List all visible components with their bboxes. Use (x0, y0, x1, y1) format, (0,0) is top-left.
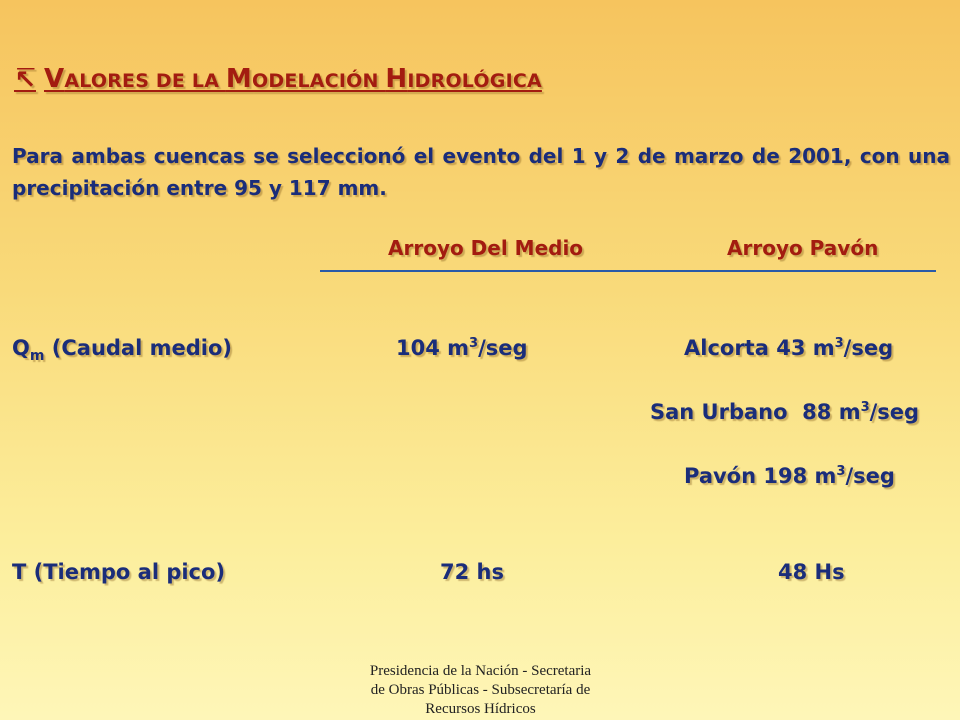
value-qm-alcorta-sup: 3 (834, 336, 844, 351)
value-qm-alcorta (684, 336, 893, 360)
value-tp-arroyo-pavon: 48 Hs (778, 560, 845, 584)
label-q: Q (12, 336, 30, 360)
value-qm-san-urbano (650, 400, 919, 424)
value-qm-alcorta-unit: /seg (843, 336, 894, 360)
slide-title (14, 64, 542, 94)
arrow-up-left-icon: ↸ (14, 64, 36, 94)
value-qm-pavon-unit: /seg (845, 464, 895, 488)
title-rest-2: ODELACIÓN (252, 70, 386, 92)
value-qm-arroyo-del-medio (396, 336, 528, 360)
col-header-arroyo-del-medio: Arroyo Del Medio (388, 236, 584, 260)
value-qm-medio-sup: 3 (469, 336, 479, 351)
value-qm-medio-num: 104 m (396, 336, 470, 360)
title-initial-3: H (385, 64, 408, 94)
footer-credit (318, 662, 643, 719)
footer-line-1: Presidencia de la Nación - Secretaria (369, 663, 592, 679)
value-qm-san-urbano-sup: 3 (860, 400, 870, 415)
col-header-arroyo-pavon: Arroyo Pavón (727, 236, 879, 260)
value-tp-arroyo-del-medio: 72 hs (440, 560, 504, 584)
title-initial-1: V (44, 64, 65, 94)
value-qm-pavon-sup: 3 (836, 464, 846, 479)
footer-line-2: de Obras Públicas - Subsecretaría de (370, 682, 591, 698)
header-divider (320, 270, 936, 272)
title-rest-1: ALORES DE LA (64, 70, 226, 92)
intro-paragraph (12, 140, 950, 204)
value-qm-san-urbano-unit: /seg (869, 400, 920, 424)
value-qm-san-urbano-text: San Urbano 88 m (650, 400, 861, 424)
title-rest-3: IDROLÓGICA (407, 70, 542, 92)
row-label-tiempo-al-pico: T (Tiempo al pico) (12, 560, 226, 584)
value-qm-medio-unit: /seg (478, 336, 528, 360)
intro-line-2: 2001, con una precipitación entre 95 y 117 mm. (12, 144, 951, 200)
value-qm-pavon (684, 464, 895, 488)
value-qm-alcorta-text: Alcorta 43 m (684, 336, 835, 360)
label-q-rest: (Caudal medio) (44, 336, 232, 360)
footer-line-3: Recursos Hídricos (425, 701, 536, 717)
title-initial-2: M (225, 64, 252, 94)
label-q-sub: m (29, 348, 45, 365)
value-qm-pavon-text: Pavón 198 m (684, 464, 837, 488)
row-label-caudal-medio (12, 336, 232, 364)
intro-line-1: Para ambas cuencas se seleccionó el evento del 1 y 2 de marzo de (12, 144, 780, 168)
